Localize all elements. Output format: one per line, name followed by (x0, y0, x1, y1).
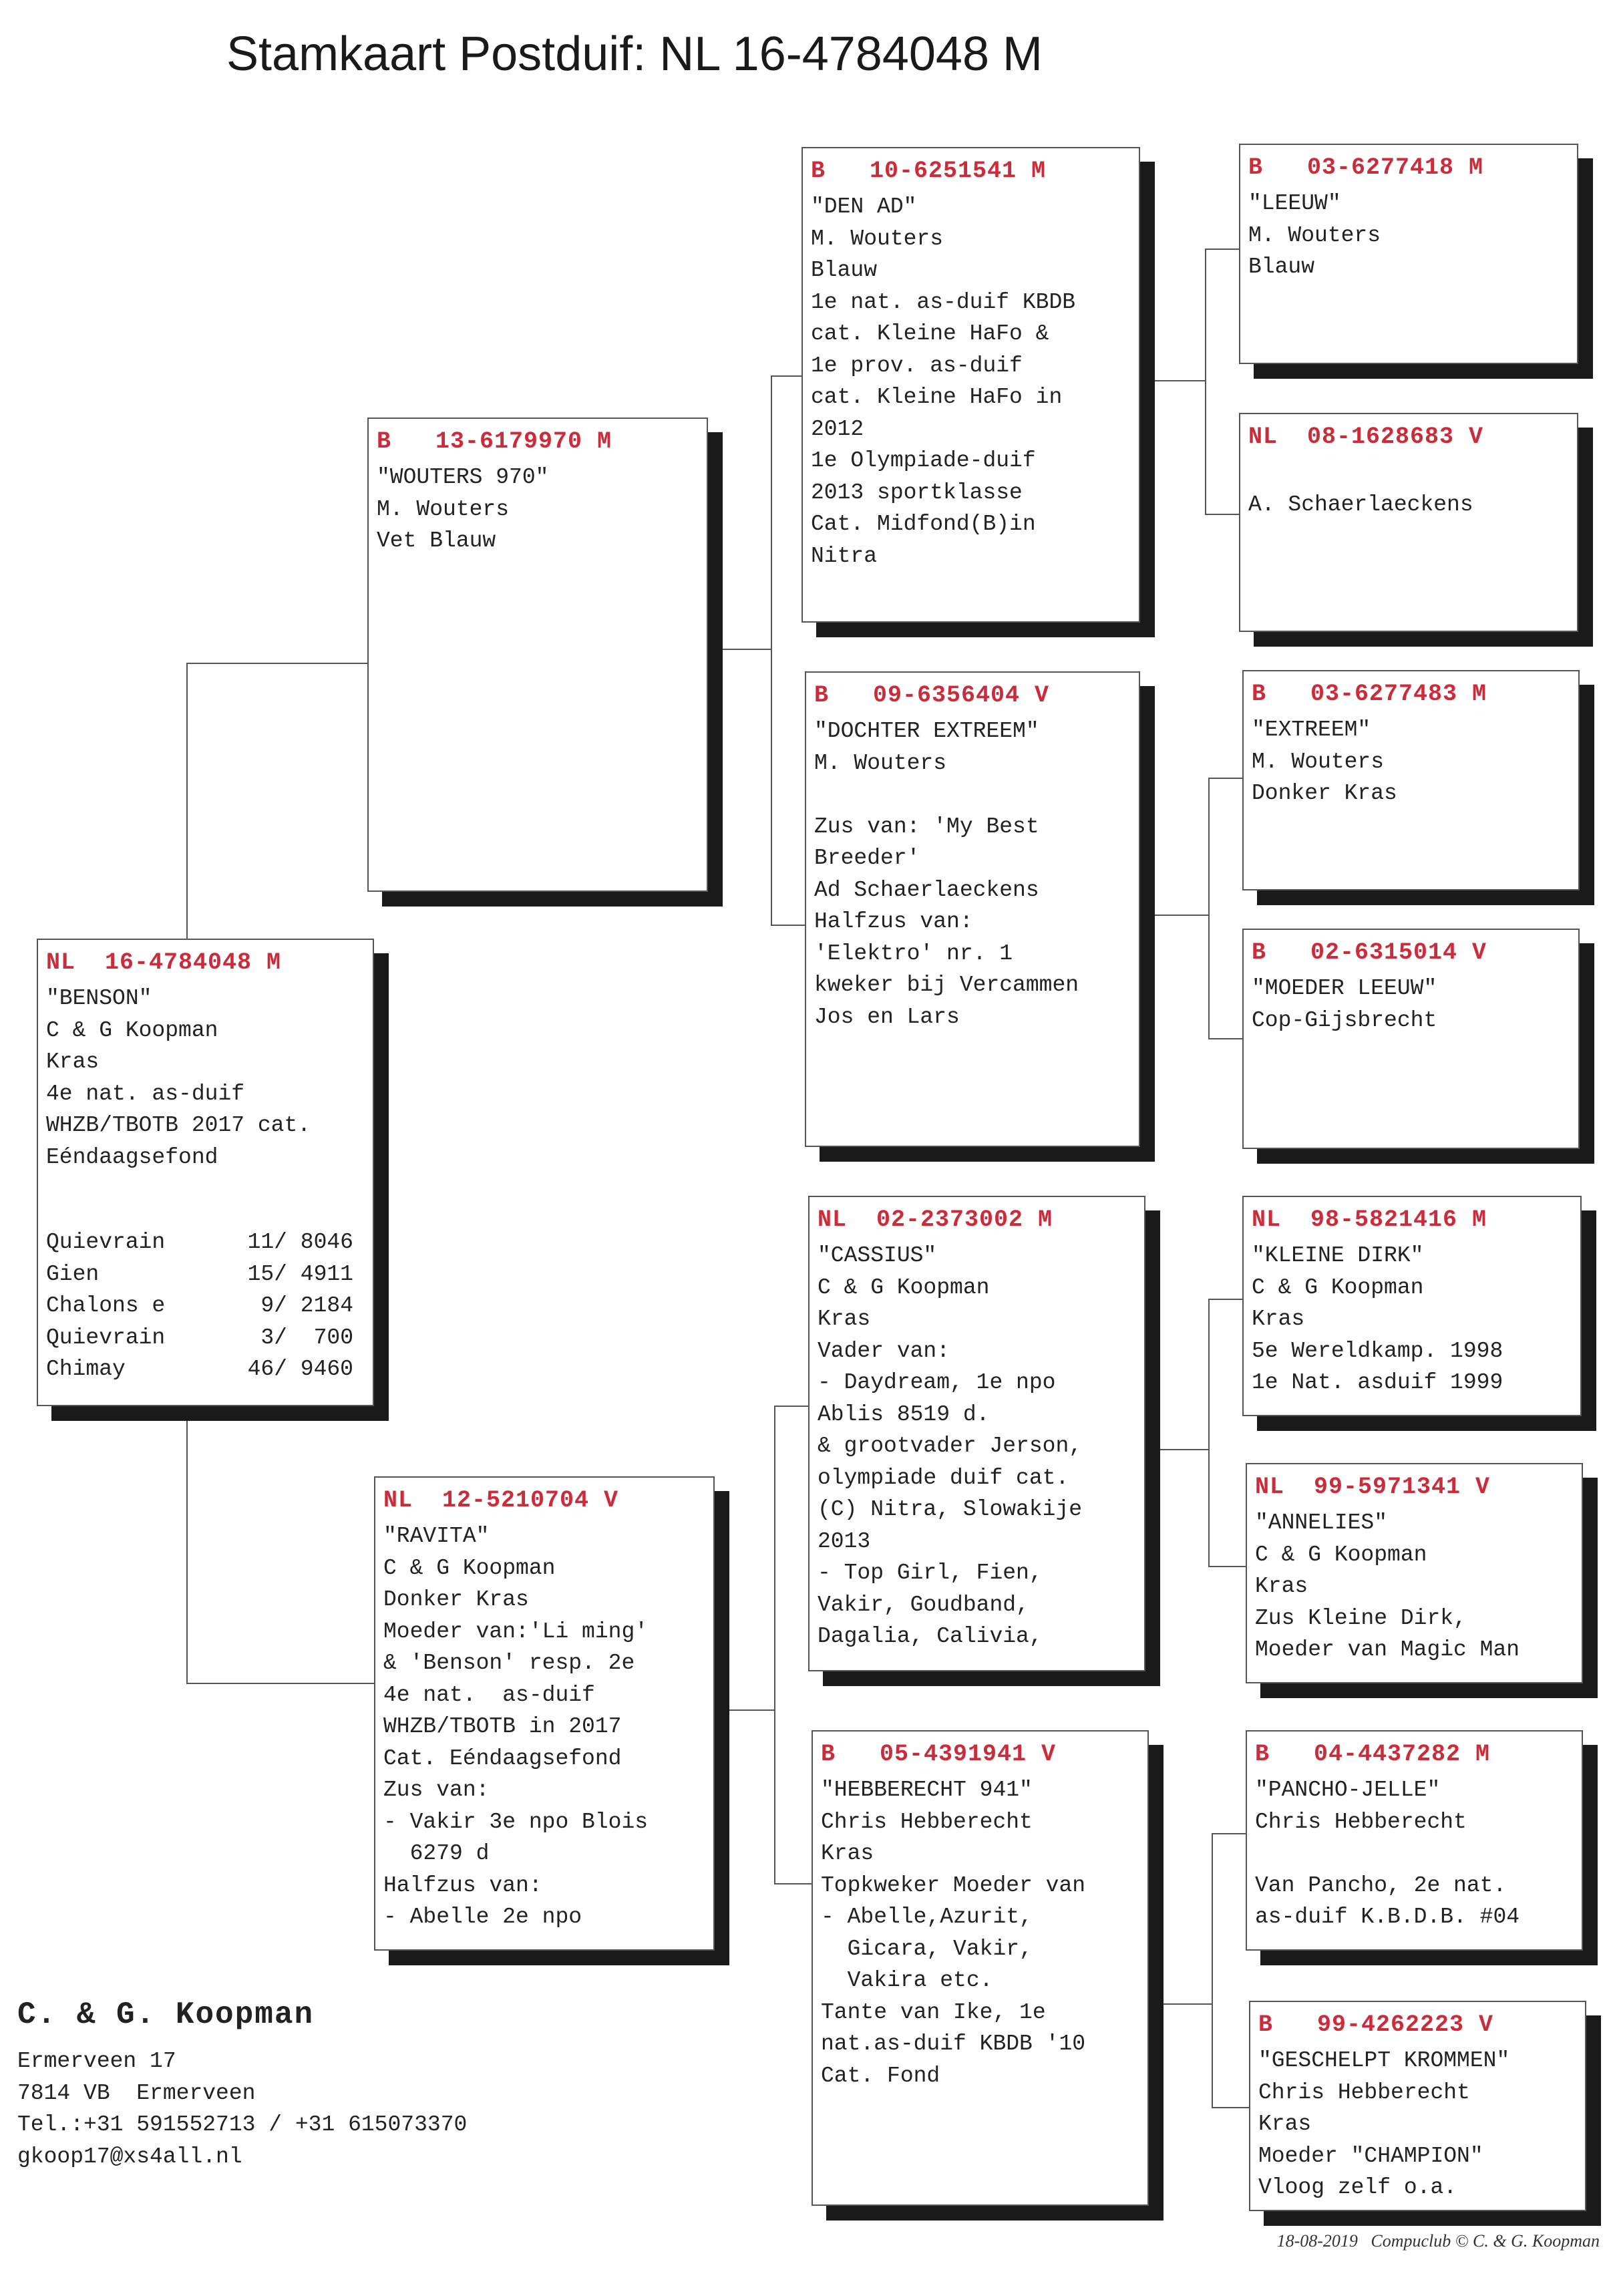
result-value: 46/ 9460 (247, 1357, 353, 1381)
breeder-phone: Tel.:+31 591552713 / +31 615073370 (17, 2112, 468, 2137)
card-line: C & G Koopman (818, 1275, 990, 1300)
result-place: Chalons e (46, 1293, 166, 1318)
card-line: 4e nat. as-duif (383, 1682, 595, 1707)
card-line: Zus van: 'My Best (814, 814, 1039, 839)
breeder-address: Ermerveen 17 (17, 2049, 176, 2074)
card-line: - Top Girl, Fien, (818, 1561, 1043, 1585)
result-place: Chimay (46, 1357, 126, 1381)
result-row (46, 1259, 365, 1291)
card-line: Kras (1252, 1307, 1305, 1331)
card-line: Donker Kras (1252, 781, 1397, 806)
card-line: Cat. Eéndaagsefond (383, 1746, 622, 1771)
card-line: as-duif K.B.D.B. #04 (1255, 1905, 1520, 1929)
card-line: Kras (1255, 1574, 1308, 1599)
card-line: Vloog zelf o.a. (1258, 2175, 1457, 2200)
ring-number: B 13-6179970 M (377, 428, 612, 455)
card-line: WHZB/TBOTB in 2017 (383, 1714, 622, 1739)
card-line: "DOCHTER EXTREEM" (814, 719, 1039, 744)
ring-number: B 02-6315014 V (1252, 939, 1487, 966)
card-line: olympiade duif cat. (818, 1465, 1069, 1490)
card-line: 1e prov. as-duif (811, 353, 1023, 378)
grandmother-maternal-card (812, 1730, 1149, 2206)
ggp-fmm-card (1242, 929, 1580, 1149)
result-row (46, 1226, 365, 1259)
card-line: 2012 (811, 416, 864, 442)
card-line: 6279 d (383, 1841, 490, 1866)
ggp-ffm-card (1239, 413, 1578, 632)
card-line: Vader van: (818, 1338, 950, 1363)
page-title: Stamkaart Postduif: NL 16-4784048 M (226, 27, 1043, 81)
breeder-postcode: 7814 VB Ermerveen (17, 2080, 256, 2106)
card-line: Kras (818, 1307, 871, 1331)
card-line: "WOUTERS 970" (377, 465, 549, 490)
card-line: cat. Kleine HaFo in (811, 385, 1063, 409)
ring-number: B 10-6251541 M (811, 158, 1047, 184)
card-line: & 'Benson' resp. 2e (383, 1651, 635, 1675)
card-line: A. Schaerlaeckens (1248, 492, 1473, 517)
card-line: "ANNELIES" (1255, 1510, 1388, 1535)
result-place: Quievrain (46, 1230, 166, 1255)
card-line: - Daydream, 1e npo (818, 1370, 1056, 1395)
father-card (367, 418, 708, 892)
result-value: 9/ 2184 (260, 1293, 353, 1318)
card-line: Halfzus van: (383, 1872, 542, 1898)
card-line: Eéndaagsefond (46, 1144, 218, 1170)
ring-number: B 99-4262223 V (1258, 2011, 1494, 2038)
card-line: Zus van: (383, 1778, 490, 1802)
ggp-mmm-card (1249, 2001, 1586, 2211)
card-line: "MOEDER LEEUW" (1252, 976, 1437, 1001)
card-line: Ad Schaerlaeckens (814, 877, 1039, 903)
card-line: Topkweker Moeder van (821, 1872, 1086, 1898)
card-line: "CASSIUS" (818, 1243, 937, 1268)
card-line (1255, 1838, 1574, 1870)
card-line: 1e Nat. asduif 1999 (1252, 1370, 1503, 1395)
card-line: M. Wouters (1252, 749, 1385, 774)
ring-number: B 09-6356404 V (814, 682, 1050, 709)
card-line: - Abelle 2e npo (383, 1905, 582, 1929)
mother-card (374, 1476, 715, 1951)
card-line: Tante van Ike, 1e (821, 1999, 1046, 2025)
ggp-mmf-card (1246, 1730, 1583, 1951)
card-line: "HEBBERECHT 941" (821, 1778, 1033, 1802)
breeder-email: gkoop17@xs4all.nl (17, 2144, 242, 2169)
ring-number: B 05-4391941 V (821, 1741, 1057, 1768)
card-line: 5e Wereldkamp. 1998 (1252, 1338, 1503, 1363)
card-line: "BENSON" (46, 986, 152, 1011)
card-line: Kras (1258, 2112, 1312, 2136)
card-line: 2013 (818, 1528, 871, 1554)
card-line: Chris Hebberecht (821, 1809, 1033, 1834)
card-line: cat. Kleine HaFo & (811, 321, 1049, 346)
card-line: M. Wouters (377, 496, 510, 522)
card-line (814, 779, 1131, 811)
card-line: C & G Koopman (1255, 1542, 1427, 1567)
breeder-info (17, 1997, 467, 2172)
card-line: "PANCHO-JELLE" (1255, 1778, 1441, 1802)
card-line: Vakir, Goudband, (818, 1592, 1029, 1617)
card-line: Moeder van:'Li ming' (383, 1619, 649, 1644)
card-line: Vakira etc. (821, 1968, 993, 1993)
result-place: Quievrain (46, 1325, 166, 1350)
card-line: Blauw (811, 258, 878, 283)
footer-copyright: 18-08-2019 Compuclub © C. & G. Koopman (1276, 2231, 1600, 2251)
card-line: Halfzus van: (814, 909, 973, 934)
card-line: "EXTREEM" (1252, 717, 1371, 742)
card-line: Gicara, Vakir, (821, 1936, 1033, 1961)
ggp-fff-card (1239, 144, 1578, 364)
card-line: C & G Koopman (1252, 1275, 1424, 1300)
card-line: "LEEUW" (1248, 191, 1341, 216)
card-line: Moeder van Magic Man (1255, 1637, 1520, 1662)
card-line: & grootvader Jerson, (818, 1434, 1083, 1458)
grandmother-paternal-card (805, 671, 1140, 1147)
card-line: Chris Hebberecht (1255, 1809, 1467, 1834)
ring-number: B 04-4437282 M (1255, 1741, 1491, 1768)
card-line: kweker bij Vercammen (814, 973, 1079, 997)
results-list (46, 1226, 365, 1385)
breeder-name: C. & G. Koopman (17, 1997, 315, 2032)
card-line: M. Wouters (1248, 222, 1381, 248)
grandfather-maternal-card (808, 1196, 1145, 1671)
ring-number: B 03-6277418 M (1248, 154, 1484, 181)
card-line: 'Elektro' nr. 1 (814, 941, 1013, 966)
card-line: - Vakir 3e npo Blois (383, 1809, 649, 1834)
ggp-mff-card (1242, 1196, 1582, 1416)
ring-number: NL 02-2373002 M (818, 1206, 1053, 1233)
card-line: Van Pancho, 2e nat. (1255, 1872, 1507, 1898)
card-line: - Abelle,Azurit, (821, 1905, 1033, 1929)
card-line: Kras (46, 1049, 100, 1074)
ring-number: NL 98-5821416 M (1252, 1206, 1487, 1233)
result-row (46, 1290, 365, 1322)
card-line: M. Wouters (811, 226, 944, 251)
card-line: (C) Nitra, Slowakije (818, 1497, 1083, 1522)
card-line (1248, 457, 1569, 489)
card-line: Dagalia, Calivia, (818, 1624, 1043, 1649)
card-line: Blauw (1248, 255, 1315, 279)
card-line: 1e Olympiade-duif (811, 448, 1036, 473)
ring-number: NL 99-5971341 V (1255, 1474, 1491, 1500)
card-line: WHZB/TBOTB 2017 cat. (46, 1113, 311, 1138)
ring-number: NL 12-5210704 V (383, 1487, 619, 1514)
card-line: Donker Kras (383, 1587, 529, 1612)
grandfather-paternal-card (801, 147, 1140, 623)
card-line: nat.as-duif KBDB '10 (821, 2031, 1086, 2056)
result-value: 11/ 8046 (247, 1230, 353, 1255)
result-value: 15/ 4911 (247, 1261, 353, 1287)
card-line: Cat. Midfond(B)in (811, 512, 1036, 536)
card-line: Cat. Fond (821, 2063, 940, 2088)
card-line: Nitra (811, 543, 878, 568)
ggp-fmf-card (1242, 670, 1580, 890)
result-row (46, 1322, 365, 1354)
ggp-mfm-card (1246, 1463, 1583, 1683)
card-line: Zus Kleine Dirk, (1255, 1605, 1467, 1631)
result-place: Gien (46, 1261, 100, 1287)
ring-number: B 03-6277483 M (1252, 681, 1487, 707)
card-line: Breeder' (814, 846, 920, 870)
card-line: "DEN AD" (811, 194, 917, 219)
subject-card (37, 939, 374, 1406)
card-line: "KLEINE DIRK" (1252, 1243, 1424, 1268)
card-line: Cop-Gijsbrecht (1252, 1007, 1437, 1033)
card-line: Moeder "CHAMPION" (1258, 2143, 1483, 2168)
card-line: Chris Hebberecht (1258, 2080, 1470, 2105)
card-line: 4e nat. as-duif (46, 1081, 245, 1106)
card-line: Vet Blauw (377, 528, 496, 553)
card-line: "GESCHELPT KROMMEN" (1258, 2048, 1510, 2073)
card-line: Jos en Lars (814, 1004, 960, 1029)
card-line: Kras (821, 1841, 874, 1866)
card-line: 2013 sportklasse (811, 480, 1023, 505)
result-value: 3/ 700 (260, 1325, 353, 1350)
card-line: 1e nat. as-duif KBDB (811, 289, 1076, 315)
result-row (46, 1353, 365, 1385)
card-line: C & G Koopman (383, 1555, 556, 1581)
card-line: M. Wouters (814, 750, 947, 776)
card-line: "RAVITA" (383, 1524, 490, 1548)
card-line: C & G Koopman (46, 1017, 218, 1043)
ring-number: NL 16-4784048 M (46, 949, 282, 976)
card-line: Ablis 8519 d. (818, 1402, 990, 1427)
ring-number: NL 08-1628683 V (1248, 424, 1484, 450)
